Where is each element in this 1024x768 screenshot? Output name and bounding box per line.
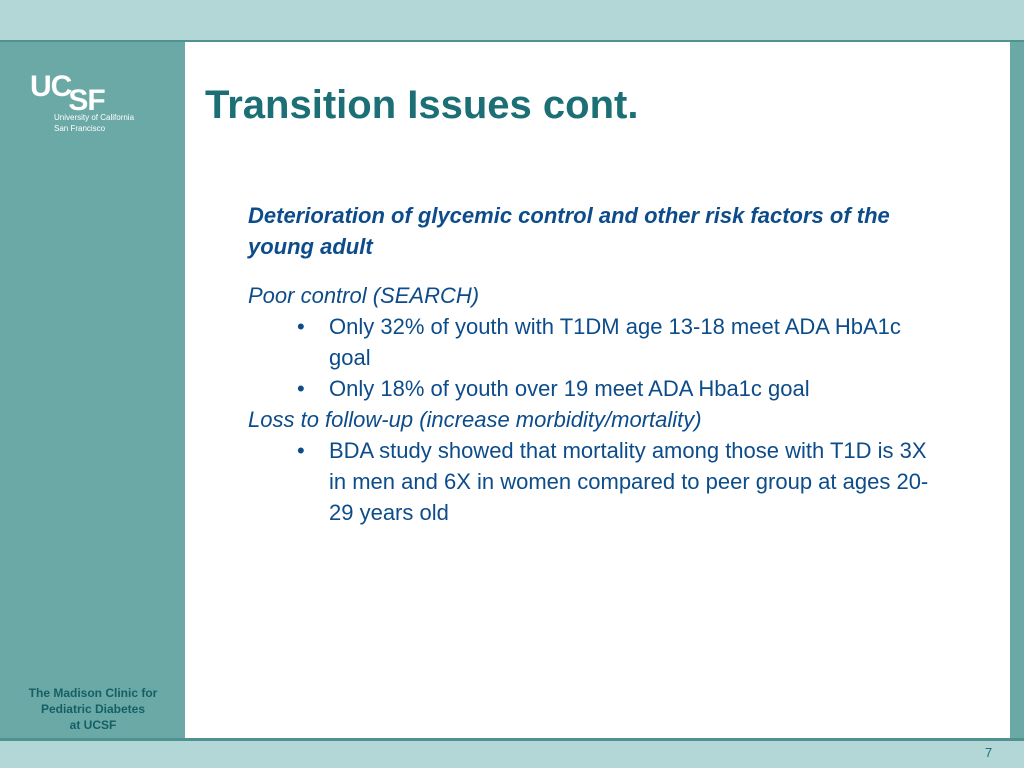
right-rail bbox=[1010, 40, 1024, 738]
bullet-icon: • bbox=[297, 376, 305, 401]
bullet-text: BDA study showed that mortality among those with T1D is 3X in men and 6X in women compared to peer group at ages 20-29 years old bbox=[329, 438, 929, 525]
bullet-list bbox=[248, 435, 958, 528]
logo-line-1: University of California bbox=[54, 113, 135, 122]
footer-line-2: Pediatric Diabetes bbox=[40, 702, 146, 716]
ucsf-logo bbox=[30, 70, 170, 140]
footer-line-3: at UCSF bbox=[69, 718, 117, 732]
bullet-item bbox=[248, 311, 939, 373]
bullet-item bbox=[248, 435, 939, 528]
sidebar-footer bbox=[8, 685, 178, 733]
bullet-item bbox=[248, 373, 939, 404]
slide-title: Transition Issues cont. bbox=[205, 83, 639, 127]
section-label: Loss to follow-up (increase morbidity/mortality) bbox=[248, 407, 702, 432]
logo-subtitle bbox=[54, 112, 134, 134]
bullet-text: Only 18% of youth over 19 meet ADA Hba1c goal bbox=[329, 376, 810, 401]
logo-mark bbox=[30, 70, 105, 117]
bullet-icon: • bbox=[297, 314, 305, 339]
page-number: 7 bbox=[985, 745, 993, 760]
sidebar bbox=[0, 40, 185, 738]
slide-heading: Deterioration of glycemic control and other risk factors of the young adult bbox=[248, 203, 890, 259]
bottom-band bbox=[0, 738, 1024, 768]
logo-mark-sf: SF bbox=[68, 84, 105, 117]
section-label: Poor control (SEARCH) bbox=[248, 283, 480, 308]
logo-line-2: San Francisco bbox=[54, 124, 106, 133]
top-band bbox=[0, 0, 1024, 40]
logo-mark-uc: UC bbox=[30, 70, 72, 103]
bullet-text: Only 32% of youth with T1DM age 13-18 meet ADA HbA1c goal bbox=[329, 314, 901, 370]
footer-line-1: The Madison Clinic for bbox=[28, 686, 158, 700]
bullet-icon: • bbox=[297, 438, 305, 463]
bullet-list bbox=[248, 311, 958, 404]
slide-body bbox=[248, 200, 958, 528]
